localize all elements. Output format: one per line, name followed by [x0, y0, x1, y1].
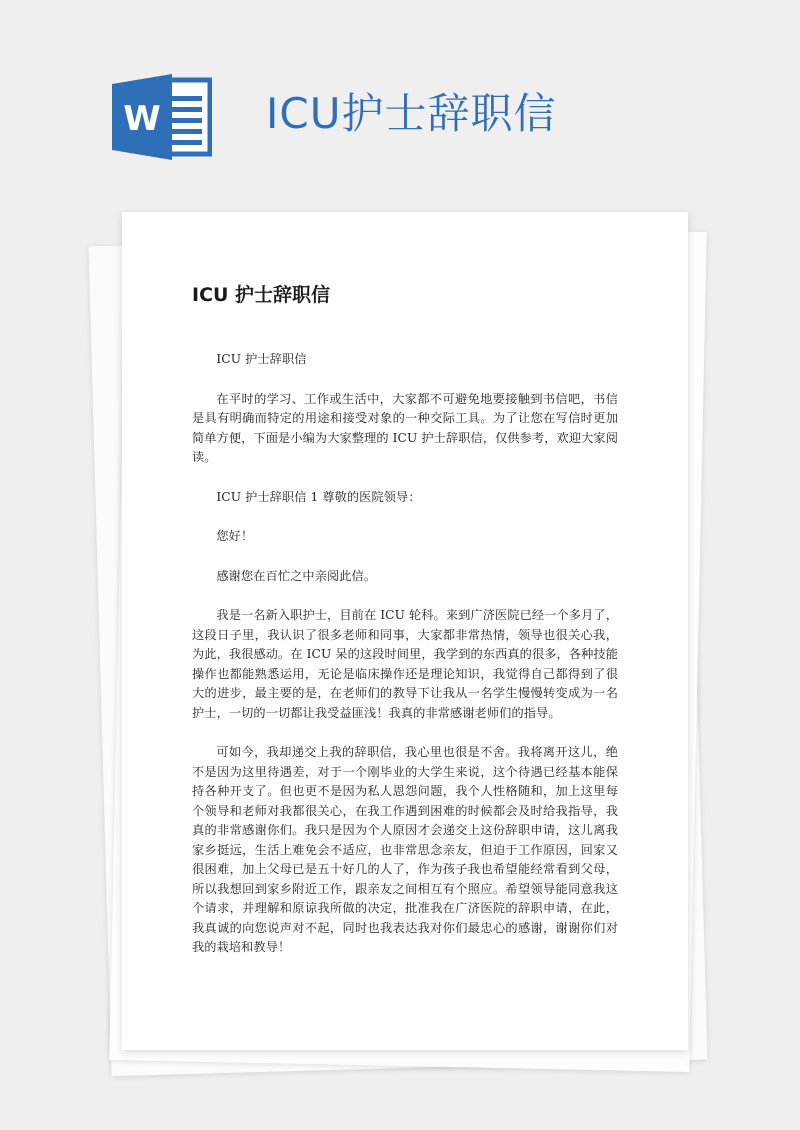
- page-title: ICU护士辞职信: [266, 89, 557, 138]
- document-body: [192, 350, 618, 958]
- paragraph: ICU 护士辞职信 1 尊敬的医院领导：: [216, 489, 421, 504]
- paragraph: 您好！: [216, 529, 254, 543]
- document-page: [122, 212, 688, 1050]
- paragraph: ICU 护士辞职信: [216, 352, 307, 366]
- paragraph: 在平时的学习、工作或生活中，大家都不可避免地要接触到书信吧，书信是具有明确而特定的用途和接受对象的一种交际工具。为了让您在写信时更加简单方便，下面是小编为大家整理的 ICU 护士辞职信，仅供参考，欢迎大家阅读。: [192, 391, 618, 464]
- paragraph: 感谢您在百忙之中亲阅此信。: [216, 568, 377, 583]
- word-icon-letter: W: [123, 99, 161, 139]
- document-heading: ICU 护士辞职信: [192, 284, 331, 306]
- word-document-icon: [112, 74, 212, 160]
- header: [112, 72, 712, 162]
- paragraph: 可如今，我却递交上我的辞职信，我心里也很是不舍。我将离开这儿，绝不是因为这里待遇差，对于一个刚毕业的大学生来说，这个待遇已经基本能保持各种开支了。但也更不是因为私人恩怨问题，我个人性格随和，加上这里每个领导和老师对我都很关心，在我工作遇到困难的时候都会及时给我指导，我真的非常感谢你们。我只是因为个人原因才会递交上这份辞职申请，这儿离我家乡挺远，生活上难免会不适应，也非常思念亲友，但迫于工作原因，回家又很困难，加上父母已是五十好几的人了，作为孩子我也希望能经常看到父母，所以我想回到家乡附近工作，跟亲友之间相互有个照应。希望领导能同意我这个请求，并理解和原谅我所做的决定，批准我在广济医院的辞职申请，在此，我真诚的向您说声对不起，同时也我表达我对你们最忠心的感谢，谢谢你们对我的栽培和教导！: [192, 745, 618, 954]
- paragraph: 我是一名新入职护士，目前在 ICU 轮科。来到广济医院已经一个多月了，这段日子里，我认识了很多老师和同事，大家都非常热情，领导也很关心我，为此，我很感动。在 ICU 呆的这段时间里，我学到的东西真的很多，各种技能操作也都能熟悉运用，无论是临床操作还是理论知识，我觉得自己都得到了很大的进步，最主要的是，在老师们的教导下让我从一名学生慢慢转变成为一名护士，一切的一切都让我受益匪浅！我真的非常感谢老师们的指导。: [192, 608, 618, 720]
